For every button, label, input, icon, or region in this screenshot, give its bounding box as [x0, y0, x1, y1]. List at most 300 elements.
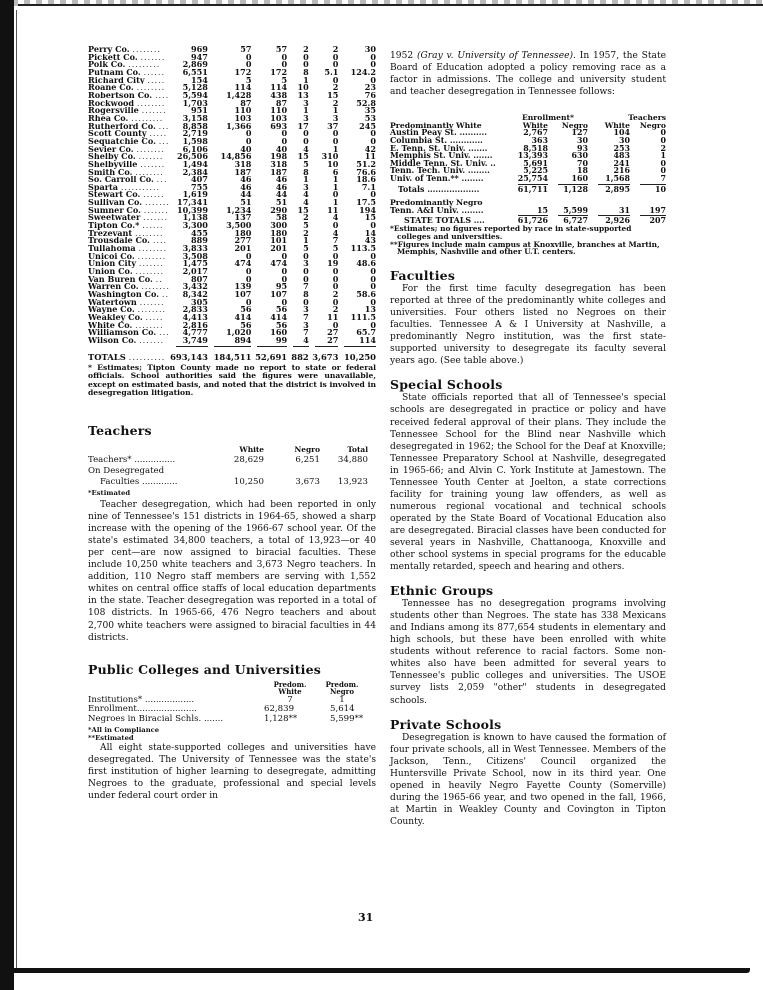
county-name: Rhea Co. [88, 114, 129, 123]
cell: 0 [370, 59, 376, 70]
cell: 0 [370, 128, 376, 139]
cell: 3 [303, 319, 309, 330]
cell: 2 [303, 212, 309, 223]
leader-dots: ....... [473, 151, 493, 161]
leader-dots: .... [154, 91, 170, 100]
cell: 407 [191, 174, 208, 185]
cell: 2 [332, 304, 339, 315]
leader-dots: ........ [137, 306, 167, 314]
cell: 0 [281, 250, 288, 261]
cell: 455 [191, 227, 208, 238]
county-name: Union City [88, 260, 137, 269]
col-white: White [522, 120, 548, 130]
scan-bottom-edge [0, 968, 750, 973]
cell: 114 [270, 82, 288, 93]
cell: 0 [370, 319, 376, 330]
cell: 19 [327, 258, 339, 269]
cell: 0 [303, 266, 309, 277]
cell: 13 [297, 89, 309, 100]
institution-name: Middle Tenn. St. Univ. [390, 158, 488, 168]
leader-dots: ........ [135, 168, 164, 177]
teachers-col-negro: Negro [294, 445, 320, 455]
cell: 0 [303, 59, 309, 70]
cell: 3,300 [182, 220, 208, 231]
cell: 474 [234, 258, 252, 269]
cell: 114 [234, 82, 252, 93]
totals-row [390, 186, 666, 194]
cell: 1,234 [226, 204, 252, 215]
cell: 160 [270, 327, 288, 338]
cell: 124.2 [350, 66, 376, 77]
county-name: Sullivan Co. [88, 199, 143, 207]
cell: 1,020 [226, 327, 252, 338]
teachers-row [88, 477, 368, 488]
cell: 48.6 [356, 258, 376, 269]
faculties-paragraph: For the first time faculty desegregation has been reported at three of the predominantly white colleges and universities. Four others listed no Negroes on their faculties. Tennessee A & I University at Nashville, a predominantly Negro institution, was the first state-supported university to desegregate its faculty several years ago. (See table above.) [390, 284, 666, 367]
leader-dots: ........... [120, 183, 161, 192]
cell: 0 [303, 135, 309, 146]
cell: 40 [275, 143, 288, 154]
cell: 0 [281, 59, 288, 70]
institution-row [390, 175, 666, 183]
cell: 56 [240, 319, 252, 330]
leader-dots: ....... [203, 713, 224, 724]
county-name: Sequatchie Co. [88, 137, 156, 146]
cell: 15 [297, 204, 309, 215]
cell: 207 [649, 216, 666, 226]
county-name: Warren Co. [88, 283, 139, 291]
cell: 107 [234, 289, 252, 299]
cell: 4 [303, 334, 309, 345]
cell: 110 [234, 105, 252, 116]
cell: 107 [270, 289, 288, 299]
cell: 58 [275, 212, 288, 223]
cell: 46 [240, 174, 252, 185]
cell: 42 [364, 143, 376, 154]
cell: 4 [303, 197, 309, 208]
cell: 18 [577, 166, 588, 176]
cell: 194 [359, 204, 376, 215]
cell: 0 [332, 128, 339, 139]
cell: 5 [332, 243, 339, 254]
sum-rule [293, 346, 309, 347]
cell: 6 [332, 166, 339, 177]
cell: 889 [191, 235, 208, 246]
county-footnote: * Estimates; Tipton County made no report to state or federal officials. School authorities said the figures were unavailable, except on estimated basis, and noted that the district is involved in desegregation litigation. [88, 363, 376, 397]
cell: 5 [303, 220, 309, 231]
leader-dots: ... [158, 122, 170, 131]
cell: 310 [321, 151, 339, 162]
cell: 0 [332, 250, 339, 261]
cell: 7 [303, 281, 309, 292]
cell: 2,017 [182, 266, 208, 277]
right-column [390, 50, 666, 828]
cell: 2,833 [182, 304, 208, 315]
cell: 1 [332, 174, 339, 185]
cell: 2,869 [182, 59, 208, 70]
cell: 1 [332, 197, 339, 208]
cell: 3,749 [182, 334, 208, 345]
county-name: Watertown [88, 298, 137, 307]
ethnic-groups-paragraph: Tennessee has no desegregation programs involving students other than Negroes. The state has 338 Mexicans and Indians among its 877,654 students in elementary and high schools, but these have been enrolled with white students without reference to racial factors. Some non-whites also have been admitted for several years to Tennessee's public colleges and universities. The USOE survey lists 2,059 "other" students in desegregated schools. [390, 599, 666, 706]
institution-name: Austin Peay St. [390, 128, 457, 138]
cell: 5,614 [330, 704, 355, 715]
cell: 0 [332, 273, 339, 284]
enrollment-note-1: *Estimates; no figures reported by race in state-supported colleges and universities. [390, 223, 632, 241]
leader-dots: ........ [135, 268, 165, 276]
cell: 7 [287, 694, 293, 705]
cell: 0 [660, 158, 666, 168]
cell: 51 [275, 197, 288, 208]
leader-dots: ..... [149, 130, 168, 138]
institution-name: Tenn. A&I Univ. [390, 205, 459, 215]
cell: 693,143 [170, 351, 208, 362]
cell: 755 [191, 181, 208, 192]
cell: 277 [234, 235, 252, 246]
institution-name: Totals [398, 184, 425, 194]
leader-dots: ........ [135, 321, 164, 330]
cell: 87 [240, 97, 252, 108]
cell: 216 [613, 166, 630, 176]
cell: 8,342 [182, 289, 208, 299]
cell: 3,673 [312, 351, 339, 362]
cell: 10 [297, 82, 309, 93]
private-schools-heading: Private Schools [390, 716, 502, 732]
cell: 3 [303, 97, 309, 108]
cell: 6,106 [182, 143, 208, 154]
col-white: White [604, 120, 630, 130]
cell: 6,551 [182, 66, 208, 77]
cell: 0 [281, 266, 288, 277]
cell: 1,138 [182, 212, 208, 223]
enrollment-note-2: **Figures include main campus at Knoxville, branches at Martin, Memphis, Nashville and other U.T. centers. [390, 239, 660, 257]
cell: 0 [245, 51, 252, 62]
cell: 1 [303, 235, 309, 246]
cell: 1,475 [182, 258, 208, 269]
leader-dots: ........ [136, 84, 166, 92]
cell: 4 [332, 212, 339, 223]
cell: 5,599 [563, 205, 588, 215]
colleges-table [88, 681, 368, 725]
cell: 245 [359, 120, 376, 131]
cell: 947 [191, 51, 208, 62]
cell: 201 [234, 243, 252, 254]
colleges-col-white: Predom. White [273, 679, 307, 697]
colleges-paragraph: All eight state-supported colleges and universities have desegregated. The University of Tennessee was the state's first institution of higher learning to desegregate, admitting Negroes to the graduate, professional and special levels under federal court order in [88, 743, 376, 802]
leader-dots: .. [490, 158, 496, 168]
cell: 0 [332, 220, 339, 231]
leader-dots: .... [473, 216, 485, 226]
cell: 58.6 [356, 289, 376, 299]
county-name: Trezevant [88, 229, 133, 238]
cell: 1 [660, 151, 666, 161]
cell: 1,619 [182, 189, 208, 200]
cell: 56 [240, 304, 252, 315]
cell: 363 [531, 135, 548, 145]
group1-label: Predominantly White [390, 120, 482, 130]
cell: 56 [275, 319, 288, 330]
cell: 7 [303, 327, 309, 338]
cell: 44 [240, 189, 252, 200]
cell: 113.5 [350, 243, 376, 254]
county-name: Sparta [88, 183, 118, 192]
cell: 0 [245, 273, 252, 284]
cell: 154 [191, 74, 208, 85]
cell: 474 [270, 258, 288, 269]
leader-dots: ............. [142, 477, 178, 488]
county-name: Shelby Co. [88, 153, 136, 161]
cell: 3 [303, 181, 309, 192]
cell: 137 [234, 212, 252, 223]
leader-dots: ........ [136, 99, 166, 108]
cell: 187 [270, 166, 288, 177]
institution-name: E. Tenn. St. Univ. [390, 143, 466, 153]
cell: 969 [191, 44, 208, 54]
special-schools-heading: Special Schools [390, 377, 503, 393]
cell: 5 [303, 158, 309, 169]
cell: 0 [370, 220, 376, 231]
county-name: Unicoi Co. [88, 252, 135, 261]
cell: 30 [577, 135, 588, 145]
cell: 13,393 [517, 151, 548, 161]
teachers-table [88, 444, 368, 499]
cell: 1 [303, 74, 309, 85]
leader-dots: ........ [467, 166, 490, 176]
cell: 894 [234, 334, 252, 345]
cell: 0 [332, 135, 339, 146]
group-header-teachers: Teachers [628, 113, 666, 123]
cell: 0 [281, 135, 288, 146]
cell: 17,341 [176, 197, 208, 208]
cell: 57 [275, 44, 288, 54]
leader-dots: .................. [144, 694, 195, 705]
cell: 3,673 [295, 477, 320, 488]
cell: 305 [191, 296, 208, 307]
cell: 0 [332, 51, 339, 62]
county-name: Tullahoma [88, 245, 136, 253]
col-negro: Negro [561, 120, 588, 130]
cell: 40 [240, 143, 252, 154]
cell: 70 [577, 158, 588, 168]
cell: 5,128 [182, 82, 208, 93]
cell: 76 [364, 89, 376, 100]
cell: 2 [660, 143, 666, 153]
cell: 8 [303, 166, 309, 177]
row-label: On Desegregated [88, 466, 165, 477]
county-name: Shelbyville [88, 160, 138, 169]
cell: 2,719 [182, 128, 208, 139]
cell: 25,754 [517, 173, 548, 183]
cell: 51.2 [356, 158, 376, 169]
county-name: Van Buren Co. [88, 275, 153, 284]
cell: 0 [332, 266, 339, 277]
leader-dots: ...................... [136, 704, 197, 715]
row-label: Enrollment [88, 704, 137, 715]
cell: 104 [613, 128, 630, 138]
cell: 0 [370, 135, 376, 146]
cell: 0 [303, 51, 309, 62]
cell: 17.5 [356, 197, 376, 208]
cell: 56 [275, 304, 288, 315]
teachers-row [88, 466, 368, 477]
cell: 241 [613, 158, 630, 168]
cell: 0 [245, 135, 252, 146]
county-name: Richard City [88, 76, 145, 85]
cell: 5,691 [523, 158, 548, 168]
cell: 5,225 [523, 166, 548, 176]
county-name: Stewart Co. [88, 191, 141, 200]
leader-dots: ........ [461, 205, 484, 215]
cell: 0 [332, 189, 339, 200]
cell: 3 [303, 258, 309, 269]
county-name: Smith Co. [88, 168, 133, 177]
leader-dots: ....... [138, 153, 164, 161]
cell: 44 [275, 189, 288, 200]
leader-dots: ..... [147, 76, 166, 85]
cell: 52,691 [255, 351, 288, 362]
cell: 8,858 [182, 120, 208, 131]
left-column [88, 46, 376, 802]
county-name: Putnam Co. [88, 68, 141, 77]
leader-dots: ........ [132, 46, 162, 54]
cell: 11 [327, 311, 339, 322]
enrollment-table [390, 114, 666, 225]
institution-name: STATE TOTALS [404, 216, 472, 226]
cell: 4 [303, 189, 309, 200]
enrollment-notes [390, 225, 666, 256]
cell: 46 [275, 181, 288, 192]
cell: 15 [327, 89, 339, 100]
cell: 10,250 [233, 477, 264, 488]
scan-binding-shadow [0, 0, 14, 990]
cell: 180 [234, 227, 252, 238]
cell: 1 [332, 105, 339, 116]
cell: 1 [339, 694, 345, 705]
cell: 0 [303, 273, 309, 284]
cell: 3,432 [182, 281, 208, 292]
cell: 3 [303, 112, 309, 123]
county-name: Williamson Co. [88, 329, 157, 337]
sum-rule [344, 346, 376, 347]
col-negro: Negro [639, 120, 666, 130]
cell: 2,926 [605, 216, 630, 226]
cell: 2,895 [605, 184, 630, 194]
county-name: Wilson Co. [88, 336, 137, 345]
county-name: Washington Co. [88, 291, 160, 299]
cell: 198 [270, 151, 288, 162]
cell: 5.1 [324, 66, 339, 77]
cell: 15 [537, 205, 548, 215]
cell: 318 [270, 158, 288, 169]
cell: 30 [364, 44, 376, 54]
cell: 61,726 [517, 216, 548, 226]
cell: 31 [619, 205, 630, 215]
cell: 27 [327, 327, 339, 338]
cell: 26,506 [176, 151, 208, 162]
cell: 0 [370, 281, 376, 292]
intro-text-start: 1952 [390, 51, 417, 61]
county-name: Polk Co. [88, 61, 126, 69]
cell: 160 [571, 173, 588, 183]
leader-dots: ....... [468, 143, 488, 153]
cell: 180 [270, 227, 288, 238]
cell: 65.7 [356, 327, 376, 338]
teachers-label-header [88, 444, 216, 455]
leader-dots: ............... [134, 455, 176, 466]
cell: 0 [660, 128, 666, 138]
cell: 3 [332, 112, 339, 123]
cell: 6,727 [563, 216, 588, 226]
cell: 0 [370, 74, 376, 85]
cell: 290 [270, 204, 288, 215]
cell: 46 [240, 181, 252, 192]
cell: 6,251 [295, 455, 320, 466]
cell: 18.6 [356, 174, 376, 185]
cell: 13 [364, 304, 376, 315]
leader-dots: ...... [142, 222, 164, 230]
cell: 2 [303, 44, 309, 54]
group-header-enrollment: Enrollment* [521, 113, 574, 123]
cell: 0 [245, 250, 252, 261]
private-schools-paragraph: Desegregation is known to have caused the formation of four private schools, all in West Tennessee. Members of the Jackson, Tenn., Citizens' Council organized the Huntersville Private School, now in its third year. One opened in heavily Negro Fayette County (Somerville) during the 1965-66 year, and two opened in the fall, 1966, at Martin in Weakley County and Covington in Tipton County. [390, 732, 666, 827]
cell: 0 [245, 266, 252, 277]
cell: 103 [270, 112, 288, 123]
cell: 2 [332, 289, 339, 299]
cell: 8,518 [523, 143, 548, 153]
county-name: Rogersville [88, 107, 139, 115]
cell: 14 [364, 227, 376, 238]
cell: 807 [191, 273, 208, 284]
cell: 0 [332, 74, 339, 85]
leader-dots: ........ [135, 229, 164, 238]
cell: 5 [245, 74, 252, 85]
leader-dots: ....... [140, 53, 166, 62]
cell: 2 [332, 44, 339, 54]
sum-rule [315, 346, 339, 347]
leader-dots: ........ [141, 283, 170, 291]
cell: 3,508 [182, 250, 208, 261]
institution-row [390, 207, 666, 215]
special-schools-paragraph: State officials reported that all of Tennessee's special schools are desegregated in practice or policy and have received federal approval of their plans. They include the Tennessee School for the Blind near Nashville which desegregated in 1962; the School for the Deaf at Knoxville; Tennessee Preparatory School at Nashville, desegregated in 1965-66; and Alvin C. York Institute at Jamestown. The Tennessee Youth Center at Joelton, a state corrections facility for training young law offenders, as well as numerous regional vocational and technical schools operated by the State Board of Vocational Education also are desegregated. Biracial classes have been conducted for several years in Nashville, Chattanooga, Knoxville and other school systems in special programs for the educable mentally retarded, speech and hearing and others. [390, 393, 666, 573]
leader-dots: ................... [427, 184, 480, 194]
cell: 0 [303, 128, 309, 139]
cell: 10,399 [176, 204, 208, 215]
cell: 28,629 [233, 455, 264, 466]
teachers-heading: Teachers [88, 423, 152, 439]
cell: 0 [370, 266, 376, 277]
cell: 630 [571, 151, 588, 161]
cell: 1,598 [182, 135, 208, 146]
leader-dots: .. [155, 275, 163, 284]
cell: 43 [364, 235, 376, 246]
row-label: Faculties [100, 477, 140, 488]
cell: 1 [332, 143, 339, 154]
cell: 0 [370, 273, 376, 284]
cell: 5 [303, 243, 309, 254]
cell: 99 [275, 334, 288, 345]
county-name: Tipton Co.* [88, 222, 140, 230]
cell: 51 [240, 197, 252, 208]
intro-paragraph [390, 50, 666, 98]
cell: 0 [245, 59, 252, 70]
cell: 1 [332, 181, 339, 192]
cell: 5,599** [330, 713, 364, 724]
cell: 110 [270, 105, 288, 116]
county-name: Rockwood [88, 99, 135, 108]
cell: 0 [245, 128, 252, 139]
cell: 253 [613, 143, 630, 153]
intro-text-end: In 1957, the State Board of Education adopted a policy removing race as a factor in admissions. The college and university student and teacher desegregation in Tennessee follows: [390, 51, 667, 98]
